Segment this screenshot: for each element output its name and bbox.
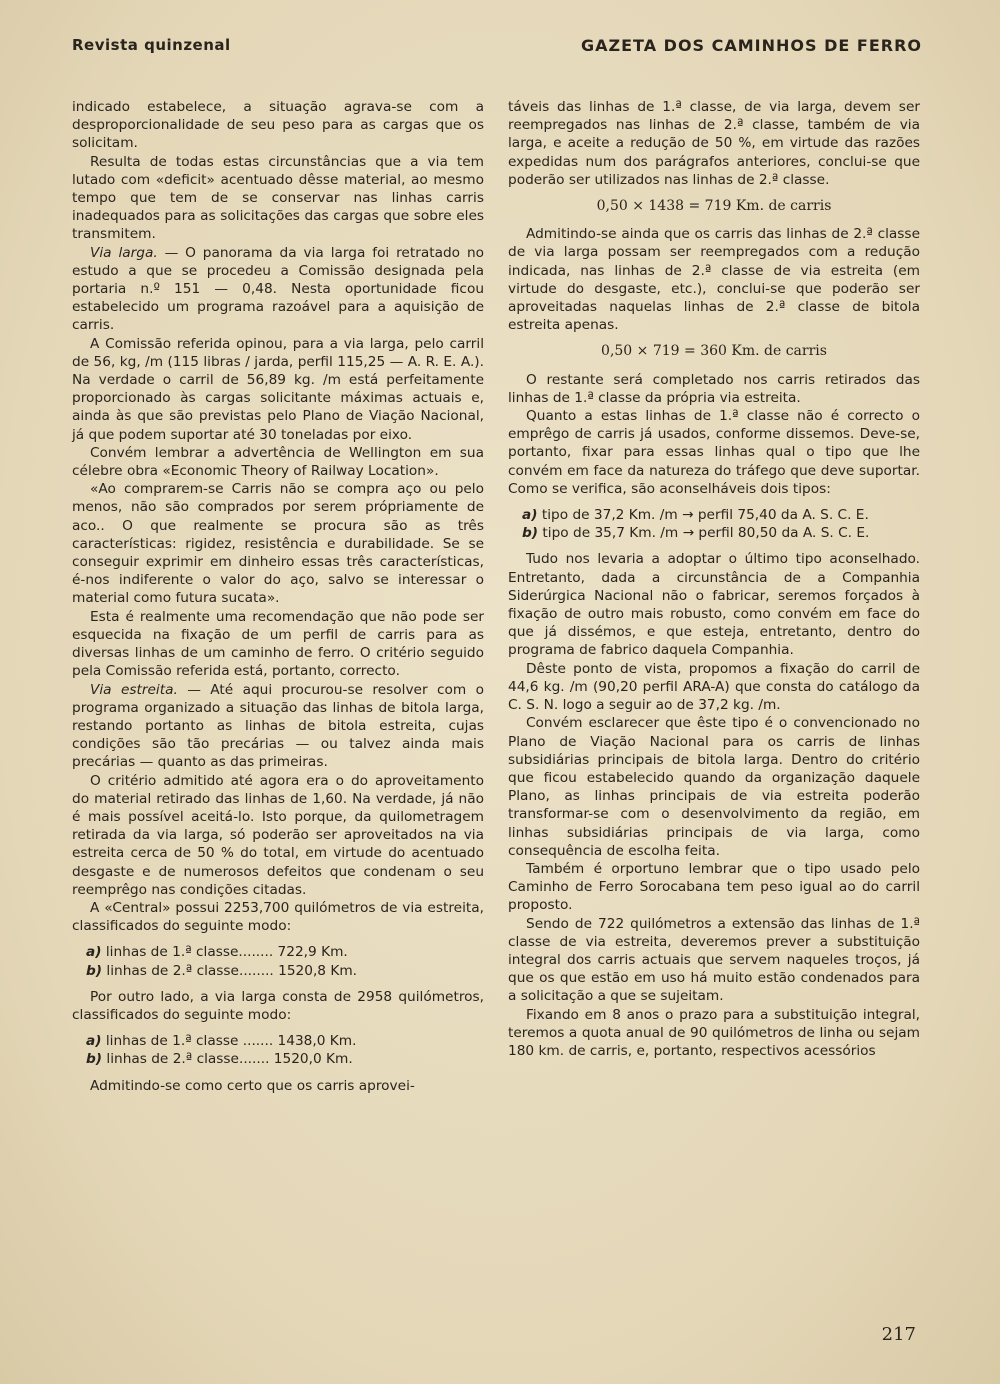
paragraph: Admitindo-se como certo que os carris aprovei- (90, 1077, 415, 1094)
paragraph: Resulta de todas estas circunstâncias que a via tem lutado com «deficit» acentuado dêsse material, ao mesmo tempo que tem de se conservar nas linhas carris inadequados para as solicitações das cargas que sobre eles transmitem. (72, 153, 484, 243)
paragraph (72, 681, 484, 772)
list-item: a) tipo de 37,2 Km. /m → perfil 75,40 da A. S. C. E. (522, 507, 869, 524)
running-header-right: GAZETA DOS CAMINHOS DE FERRO (580, 36, 922, 55)
paragraph: A Comissão referida opinou, para a via larga, pelo carril de 56, kg, /m (115 libras / jarda, perfil 115,25 — A. R. E. A.). Na verdade o carril de 56,89 kg. /m está perfeitamente proporcionado às cargas solicitante máximas actuais e, ainda às que são previstas pelo Plano de Viação Nacional, já que podem suportar até 30 toneladas por eixo. (72, 335, 484, 443)
paragraph: Quanto a estas linhas de 1.ª classe não é correcto o emprêgo de carris já usados, conforme dissemos. Deve-se, portanto, fixar para essas linhas qual o tipo que lhe convém em face da natureza do tráfego que deve suportar. Como se verifica, são aconselháveis dois tipos: (508, 408, 920, 497)
page-number: 217 (881, 1324, 916, 1345)
paragraph: Por outro lado, a via larga consta de 2958 quilómetros, classificados do seguinte modo: (72, 988, 484, 1023)
list-item: b) linhas de 2.ª classe....... 1520,0 Km. (86, 1051, 353, 1068)
section-label-via-estreita: Via estreita. (90, 681, 178, 698)
list-item: a) linhas de 1.ª classe........ 722,9 Km. (86, 944, 348, 961)
paragraph: Tudo nos levaria a adoptar o último tipo aconselhado. Entretanto, dada a circunstância de a Companhia Siderúrgica Nacional não o fabricar, seremos forçados à fixação de outro mais robusto, como convém em face do que já dissémos, e que esteja, entretanto, dentro do programa de fabrico daquela Companhia. (508, 551, 920, 659)
paragraph (72, 244, 484, 335)
paragraph: Esta é realmente uma recomendação que não pode ser esquecida na fixação de um perfil de carris para as diversas linhas de um caminho de ferro. O critério seguido pela Comissão referida está, portanto, correcto. (72, 608, 484, 680)
paragraph: Fixando em 8 anos o prazo para a substituição integral, teremos a quota anual de 90 quilómetros de linha ou sejam 180 km. de carris, e, portanto, respectivos acessórios (508, 1006, 920, 1059)
paragraph: A «Central» possui 2253,700 quilómetros de via estreita, classificados do seguinte modo: (72, 899, 484, 935)
paragraph: táveis das linhas de 1.ª classe, de via larga, devem ser reempregados nas linhas de 2.ª classe, também de via larga, e aceite a redução de 50 %, em virtude das razões expedidas num dos parágrafos anteriores, conclui-se que poderão ser utilizados nas linhas de 2.ª classe. (508, 99, 920, 188)
paragraph: O restante será completado nos carris retirados das linhas de 1.ª classe da própria via estreita. (508, 371, 920, 406)
list-item: b) linhas de 2.ª classe........ 1520,8 Km. (86, 962, 358, 979)
section-label-via-larga: Via larga. (90, 244, 158, 261)
formula: 0,50 × 1438 = 719 Km. de carris (596, 198, 832, 215)
paragraph: Convém esclarecer que êste tipo é o convencionado no Plano de Viação Nacional para os carris de linhas subsidiárias principais de bitola larga. Dentro do critério que ficou estabelecido quando da organização daquele Plano, as linhas principais de via estreita poderão transformar-se com o desenvolvimento da região, em linhas subsidiárias principais de via larga, como consequência de escolha feita. (508, 715, 920, 859)
paragraph: Convém lembrar a advertência de Wellington em sua célebre obra «Economic Theory of Railway Location». (72, 444, 484, 480)
running-header-left: Revista quinzenal (72, 36, 231, 54)
paragraph: indicado estabelece, a situação agrava-se com a desproporcionalidade de seu peso para as cargas que os solicitam. (72, 99, 484, 152)
paragraph-text: — O panorama da via larga foi retratado no estudo a que se procedeu a Comissão designada pela portaria n.º 151 — 0,48. Nesta oportunidade ficou estabelecido um programa razoável para a aquisição de carris. (72, 244, 484, 334)
paragraph: Também é orportuno lembrar que o tipo usado pelo Caminho de Ferro Sorocabana tem peso igual ao do carril proposto. (508, 860, 920, 914)
left-column (72, 98, 484, 1095)
paragraph: O critério admitido até agora era o do aproveitamento do material retirado das linhas de 1,60. Na verdade, já não é mais possível aceitá-lo. Isto porque, da quilometragem retirada da via larga, só poderão ser aproveitados na via estreita cerca de 50 % do total, em virtude do acentuado desgaste e de numerosos defeitos que condenam o seu reemprêgo nas condições citadas. (72, 772, 484, 898)
paragraph-text: — Até aqui procurou-se resolver com o programa organizado a situação das linhas de bitola larga, restando portanto as linhas de bitola estreita, cujas condições são tão precárias — ou talvez ainda mais precárias — quanto as das primeiras. (72, 681, 484, 771)
formula: 0,50 × 719 = 360 Km. de carris (601, 343, 827, 360)
quotation: «Ao comprarem-se Carris não se compra aço ou pelo menos, não são comprados por serem própriamente de aco.. O que realmente se procura são as três características: rigidez, resistência e durabilidade. Se se conseguir exprimir em dinheiro essas três características, é-nos indiferente o valor do aço, salvo se interessar o material como futura sucata». (72, 481, 484, 607)
paragraph: Dêste ponto de vista, propomos a fixação do carril de 44,6 kg. /m (90,20 perfil ARA-A) que consta do catálogo da C. S. N. logo a seguir ao de 37,2 kg. /m. (508, 660, 920, 714)
paragraph: Sendo de 722 quilómetros a extensão das linhas de 1.ª classe de via estreita, deveremos prever a substituição integral dos carris actuais que servem naqueles troços, já que os que estão em uso há muito estão condenados para a solicitação a que se sujeitam. (508, 915, 920, 1005)
paragraph: Admitindo-se ainda que os carris das linhas de 2.ª classe de via larga possam ser reempregados com a redução indicada, nas linhas de 2.ª classe de via estreita (em virtude do desgaste, etc.), conclui-se que poderão ser aproveitadas naquelas linhas de 2.ª classe de bitola estreita apenas. (508, 226, 920, 334)
right-column (508, 98, 920, 1060)
list-item: b) tipo de 35,7 Km. /m → perfil 80,50 da A. S. C. E. (522, 525, 870, 542)
list-item: a) linhas de 1.ª classe ....... 1438,0 Km. (86, 1033, 357, 1050)
